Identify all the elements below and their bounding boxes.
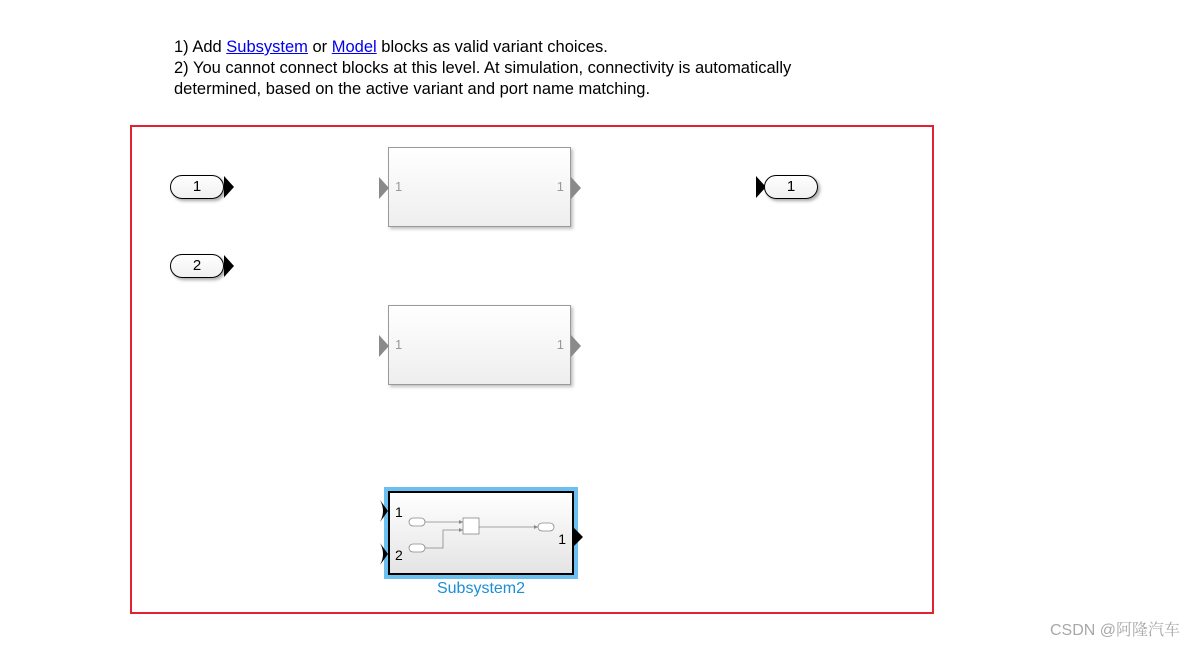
subsystem-out1-label: 1 xyxy=(558,531,566,547)
choice-2-outport-arrow-icon xyxy=(571,335,581,357)
choice-2-in-label: 1 xyxy=(395,337,403,352)
watermark: CSDN @阿隆汽车 xyxy=(1049,622,1180,639)
choice-2-out-label: 1 xyxy=(556,337,564,352)
inport-2-arrow-icon xyxy=(224,255,234,277)
subsystem-preview-icon xyxy=(390,493,572,573)
annotation-line-2: 2) You cannot connect blocks at this level. At simulation, connectivity is automatically xyxy=(174,59,792,77)
annotation-line-1: 1) Add Subsystem or Model blocks as valid variant choices. xyxy=(174,38,608,56)
annotation-line-3: determined, based on the active variant and port name matching. xyxy=(174,80,651,98)
inport-block-2[interactable]: 2 xyxy=(170,254,224,278)
subsystem-in2-label: 2 xyxy=(395,547,403,563)
choice-2-inport-arrow-icon xyxy=(379,335,389,357)
variant-annotation xyxy=(174,37,874,100)
subsystem-inport-arrows-icon xyxy=(376,490,388,590)
choice-1-outport-arrow-icon xyxy=(571,177,581,199)
variant-choice-block-1[interactable] xyxy=(388,147,571,227)
subsystem-link[interactable]: Subsystem xyxy=(226,38,308,56)
outport-block-1[interactable]: 1 xyxy=(764,175,818,199)
choice-1-out-label: 1 xyxy=(556,179,564,194)
subsystem2-block[interactable] xyxy=(388,491,574,575)
model-link[interactable]: Model xyxy=(331,38,377,56)
subsystem2-name-label[interactable]: Subsystem2 xyxy=(436,580,526,597)
variant-choice-block-2[interactable] xyxy=(388,305,571,385)
subsystem-in1-label: 1 xyxy=(395,504,403,520)
subsystem-outport-arrow-icon xyxy=(574,528,583,546)
inport-block-1[interactable]: 1 xyxy=(170,175,224,199)
choice-1-inport-arrow-icon xyxy=(379,177,389,199)
inport-1-arrow-icon xyxy=(224,176,234,198)
choice-1-in-label: 1 xyxy=(395,179,403,194)
